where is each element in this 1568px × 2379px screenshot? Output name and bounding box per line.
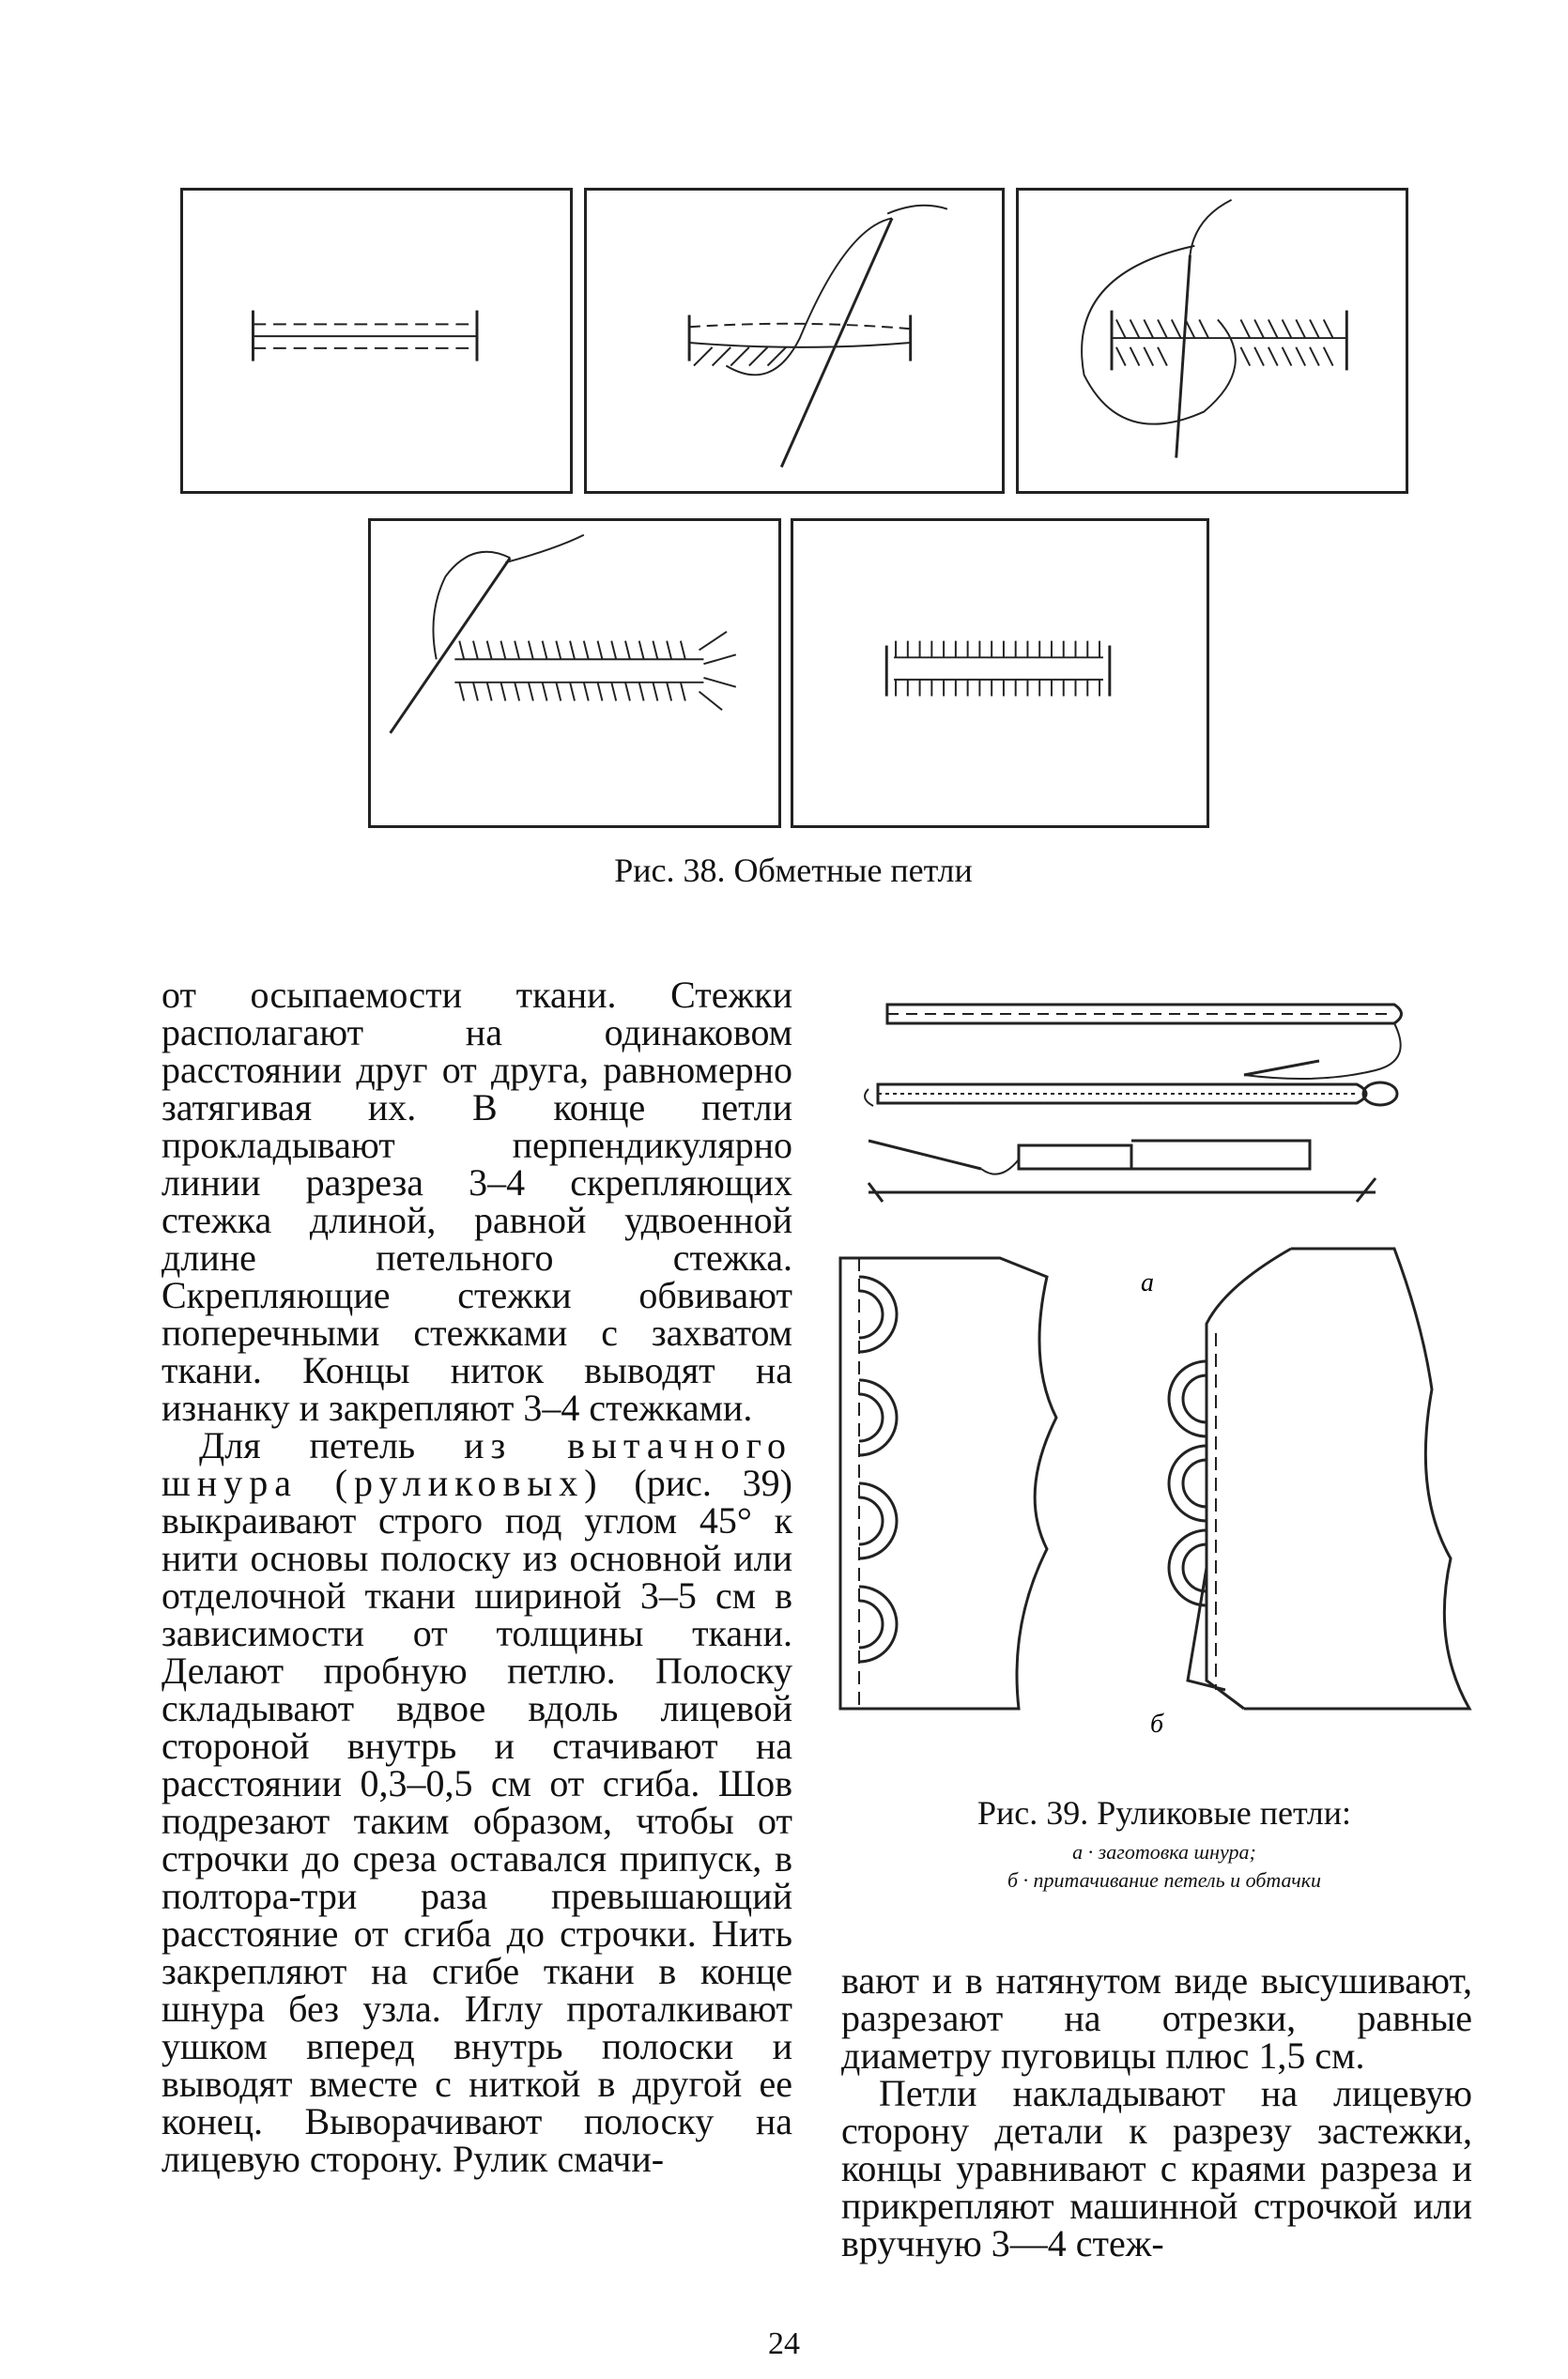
right-paragraph-2: Петли накладывают на лицевую сторону детали к разрезу застежки, концы уравнивают с краями разреза и прикрепляют машинной строчкой или вручную 3—4 стеж- (841, 2072, 1472, 2264)
left-paragraph-2-rest: (рис. 39) выкраивают строго под углом 45° к нити основы полоску из основной или отделочной ткани шириной 3–5 см в зависимости от толщины ткани. Делают пробную петлю. Полоску складывают вдвое вдоль лицевой стороной внутрь и стачивают на расстоянии 0,3–0,5 см от сгиба. Шов подрезают таким образом, чтобы от строчки до среза оставался припуск, в полтора-три раза превышающий расстояние от сгиба до строчки. Нить закрепляют на сгибе ткани в конце шнура без узла. Иглу проталкивают ушком вперед внутрь полоски и выводят вместе с ниткой в другой ее конец. Выворачивают полоску на лицевую сторону. Рулик смачи- (161, 1462, 792, 2180)
page-number: 24 (768, 2326, 800, 2361)
left-paragraph-2-start: Для петель (199, 1424, 465, 1466)
fig38-caption: Рис. 38. Обметные петли (614, 852, 973, 889)
left-text-column (161, 976, 792, 2178)
fig38-panel-5 (791, 518, 1209, 828)
left-paragraph-2 (161, 1424, 792, 2180)
needle-running-stitch-illustration (587, 191, 1002, 491)
left-paragraph-2-spaced: из вытачного шнура (руликовых) (161, 1424, 792, 1504)
right-text-column (841, 1959, 1472, 2264)
left-paragraph-1: от осыпаемости ткани. Стежки располагают на одинаковом расстоянии друг от друга, равномерно затягивая их. В конце петли прокладывают перпендикулярно линии разреза 3–4 скрепляющих стежка длиной, равной удвоенной длине петельного стежка. Скрепляющие стежки обвивают поперечными стежками с захватом ткани. Концы ниток выводят на изнанку и закрепляют 3–4 стежками. (161, 974, 792, 1429)
fig39-label-a: а (1141, 1268, 1154, 1297)
fig38-panel-4 (368, 518, 781, 828)
buttonhole-marking-illustration (183, 191, 570, 491)
buttonhole-stitch-loop-illustration (1019, 191, 1406, 491)
finished-buttonhole-illustration (793, 521, 1207, 825)
fig38-panel-2 (584, 188, 1005, 494)
fig39-caption: Рис. 39. Руликовые петли: (976, 1794, 1352, 1832)
fig38-panel-1 (180, 188, 573, 494)
fig39-label-b: б (1150, 1710, 1164, 1739)
fig39-illustration (831, 967, 1488, 1739)
fig39-legend-b: б · притачивание петель и обтачки (1007, 1868, 1322, 1892)
buttonhole-stitching-progress-illustration (371, 521, 778, 825)
right-paragraph-1: вают и в натянутом виде высушивают, разрезают на отрезки, равные диаметру пуговицы плюс 1,5 см. (841, 1959, 1472, 2077)
fig38-panel-3 (1016, 188, 1408, 494)
rouleau-loop-drawing (831, 967, 1488, 1739)
fig39-legend-a: а · заготовка шнура; (1072, 1840, 1256, 1864)
